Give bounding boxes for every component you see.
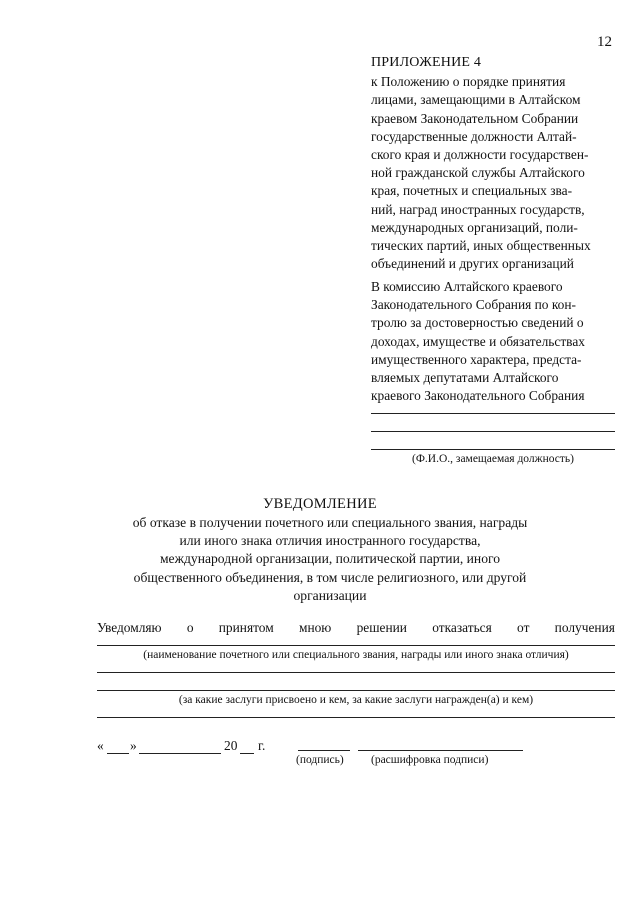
recipient-text <box>371 278 617 405</box>
appendix-line: ского края и должности государствен- <box>371 147 589 163</box>
statement-word: мною <box>298 620 332 635</box>
recipient-line: Законодательного Собрания по кон- <box>371 297 576 313</box>
appendix-block <box>371 54 617 273</box>
statement-word: от <box>517 620 530 635</box>
notice-subtitle <box>120 514 540 605</box>
appendix-line: ной гражданской службы Алтайского <box>371 165 585 181</box>
notice-title: УВЕДОМЛЕНИЕ <box>263 496 377 512</box>
recipient-fill-line-3[interactable] <box>371 449 615 450</box>
signature-caption: (подпись) <box>296 754 344 766</box>
statement-word: отказаться <box>432 620 492 635</box>
signature-decode-field[interactable] <box>358 750 523 751</box>
recipient-line: вляемых депутатами Алтайского <box>371 370 559 386</box>
recipient-caption: (Ф.И.О., замещаемая должность) <box>412 453 574 465</box>
statement-word: решении <box>356 620 407 635</box>
recipient-fill-line-1[interactable] <box>371 413 615 414</box>
recipient-line: В комиссию Алтайского краевого <box>371 279 563 294</box>
statement-word: Уведомляю <box>97 620 162 635</box>
appendix-line: ний, наград иностранных государств, <box>371 201 585 217</box>
appendix-title: ПРИЛОЖЕНИЕ 4 <box>371 55 482 70</box>
date-day-field[interactable] <box>107 753 129 754</box>
appendix-line: края, почетных и специальных зва- <box>371 183 573 199</box>
statement-word: о <box>186 620 194 635</box>
signature-decode-caption: (расшифровка подписи) <box>371 754 489 766</box>
appendix-line: тических партий, иных общественных <box>371 238 591 254</box>
statement-word: принятом <box>218 620 274 635</box>
appendix-line: объединений и других организаций <box>371 256 574 272</box>
date-year-field[interactable] <box>240 753 254 754</box>
signature-field[interactable] <box>298 750 350 751</box>
award-fill-line[interactable] <box>97 645 615 646</box>
date-open-quote: « <box>97 738 104 753</box>
merit-fill-line[interactable] <box>97 690 615 691</box>
appendix-line: к Положению о порядке принятия <box>371 74 566 90</box>
recipient-block <box>371 278 617 405</box>
appendix-line: международных организаций, поли- <box>371 219 578 235</box>
date-year-prefix: 20 <box>224 738 238 753</box>
recipient-line: имущественного характера, предста- <box>371 351 582 367</box>
recipient-fill-line-2[interactable] <box>371 431 615 432</box>
appendix-line: лицами, замещающими в Алтайском <box>371 92 581 108</box>
date-close-quote: » <box>130 738 137 753</box>
appendix-text <box>371 73 617 273</box>
appendix-line: краевом Законодательном Собрании <box>371 110 579 126</box>
date-year-suffix: г. <box>258 738 266 753</box>
appendix-line: государственные должности Алтай- <box>371 128 577 144</box>
statement-word: получения <box>554 620 615 635</box>
notice-subtitle-line: общественного объединения, в том числе религиозного, или другой <box>133 569 527 585</box>
date-month-field[interactable] <box>139 753 221 754</box>
notice-subtitle-line: организации <box>293 587 367 603</box>
notice-subtitle-line: или иного знака отличия иностранного государства, <box>179 533 481 549</box>
award-extra-line[interactable] <box>97 672 615 673</box>
recipient-line: доходах, имуществе и обязательствах <box>371 333 585 349</box>
recipient-line: краевого Законодательного Собрания <box>371 388 585 404</box>
merit-caption: (за какие заслуги присвоено и кем, за какие заслуги награжден(а) и кем) <box>178 694 534 706</box>
recipient-line: тролю за достоверностью сведений о <box>371 315 584 331</box>
award-caption: (наименование почетного или специального звания, награды или иного знака отличия) <box>143 649 569 661</box>
merit-extra-line[interactable] <box>97 717 615 718</box>
statement-line <box>97 620 615 636</box>
notice-subtitle-line: международной организации, политической партии, иного <box>159 551 501 567</box>
notice-subtitle-line: об отказе в получении почетного или специального звания, награды <box>132 515 528 530</box>
page-number: 12 <box>597 34 612 50</box>
